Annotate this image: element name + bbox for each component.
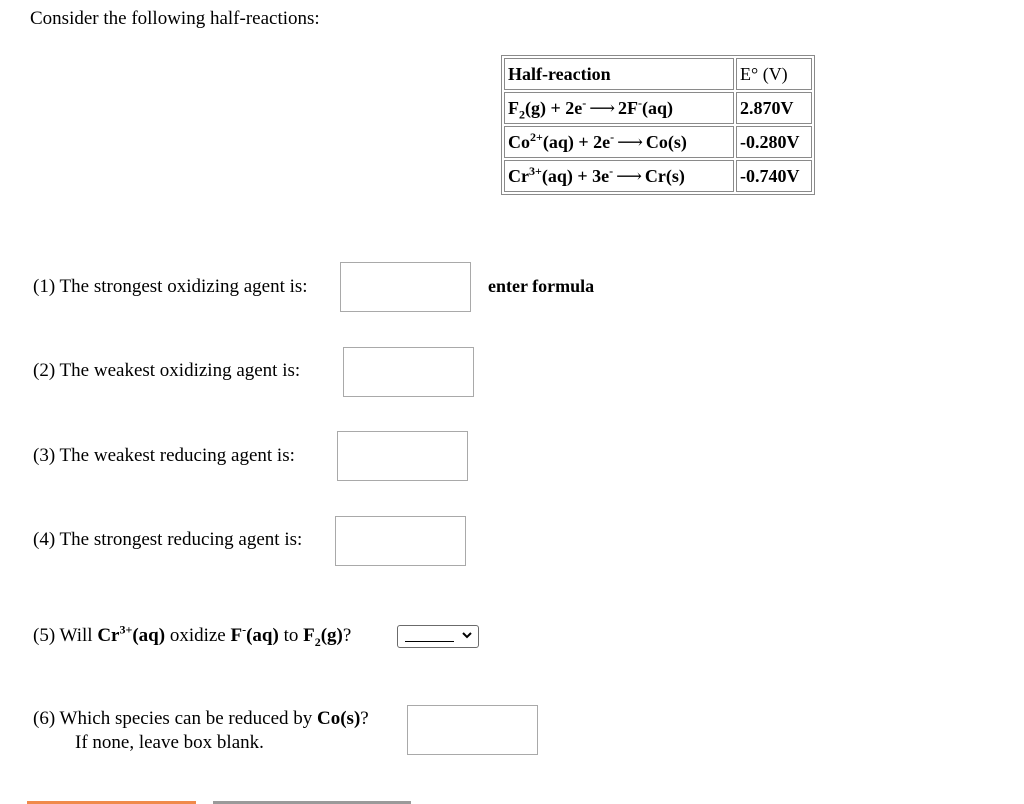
question-3-label: (3) The weakest reducing agent is: <box>33 445 295 466</box>
question-1-label: (1) The strongest oxidizing agent is: <box>33 276 308 297</box>
reaction-cell: $Co^{2+}(aq) + 2e^-$ ⟶ Co(s) <box>504 126 734 158</box>
chevron-down-icon <box>461 629 473 641</box>
question-4-label: (4) The strongest reducing agent is: <box>33 529 303 550</box>
question-5-label: (5) Will $Cr^{3+}(aq)$ oxidize F-(aq) to $F_2(g)$? <box>33 622 352 649</box>
potential-cell: 2.870V <box>736 92 812 124</box>
table-row <box>504 126 812 158</box>
select-blank-value <box>405 641 454 642</box>
arrow-icon: ⟶ <box>617 131 643 152</box>
question-2-label: (2) The weakest oxidizing agent is: <box>33 360 301 381</box>
table-row <box>504 160 812 192</box>
potential-cell: -0.740V <box>736 160 812 192</box>
potential-cell: -0.280V <box>736 126 812 158</box>
reaction-cell: $F_2(g) + 2e^-$ ⟶ 2F-(aq) <box>504 92 734 124</box>
answer-5-select[interactable] <box>397 625 479 648</box>
table-header-row <box>504 58 812 90</box>
arrow-icon: ⟶ <box>589 97 616 118</box>
enter-formula-hint: enter formula <box>488 276 595 296</box>
intro-text: Consider the following half-reactions: <box>30 8 320 29</box>
half-reactions-table <box>501 55 815 195</box>
arrow-icon: ⟶ <box>616 165 642 186</box>
answer-2-input[interactable] <box>343 347 474 397</box>
question-6-label: (6) Which species can be reduced by Co(s)? <box>33 708 369 729</box>
header-potential: E° (V) <box>736 58 812 90</box>
table-row <box>504 92 812 124</box>
answer-1-input[interactable] <box>340 262 471 312</box>
answer-4-input[interactable] <box>335 516 466 566</box>
reaction-cell: $Cr^{3+}(aq) + 3e^-$ ⟶ Cr(s) <box>504 160 734 192</box>
header-reaction: Half-reaction <box>504 58 734 90</box>
answer-3-input[interactable] <box>337 431 468 481</box>
answer-6-input[interactable] <box>407 705 538 755</box>
question-6-note: If none, leave box blank. <box>75 732 264 753</box>
